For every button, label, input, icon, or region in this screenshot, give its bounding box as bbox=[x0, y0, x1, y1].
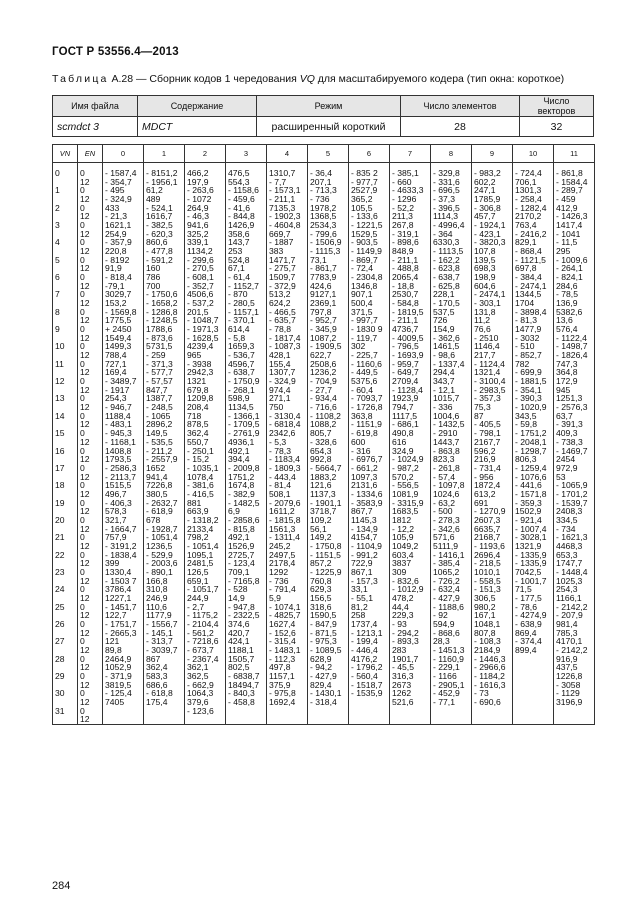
header-col-11: 11 bbox=[554, 145, 595, 163]
header-col-1: 1 bbox=[144, 145, 185, 163]
header-col-10: 10 bbox=[513, 145, 554, 163]
codebook-body-row bbox=[53, 169, 595, 725]
header-col-7: 7 bbox=[390, 145, 431, 163]
data-column-10: - 724,4 706,1 1301,3 - 258,4 - 1282,4 2170,2 763,4 - 2416,2 829,1 - 868,4 - 1121,5 697,8 - 384,4 - 2474,1 1344,5 1704 - 3898,4 - 81,3 1477,9 - 3032 - 510 - 852,7 782 - 699,9 - 1881,5 - 354,1 - 390,3 - 1020,9 343,5 - 59,8 - 1751,2 - 2048,1 - 1298,7 806,3 - 1259,4 - 1076,6 - 441,6 - 1571,8 - 359,3 1502,9 - 921,4 - 1007,4 - 3028,1 1321,9 - 1335,9 - 1335,9 7042,5 - 1001,7 71,5 - 177,5 - 78,6 - 4274,9 - 638,9 869,4 - 374,4 899,4 bbox=[513, 169, 554, 725]
header-vn: VN bbox=[53, 145, 78, 163]
info-header-filename: Имя файла bbox=[53, 96, 138, 117]
page-number: 284 bbox=[52, 880, 71, 892]
data-column-6: - 835 2 - 977,7 2527,9 365,2 105,5 - 133,6 - 1221,5 1529,5 - 903,5 - 1149,9 - 869,7 - 72,4 - 2304,8 1346,8 907,1 500,4 371,5 - 997,7 - 1830 9 - 119,7 302 - 225,7 - 1160,6 - 449,5 5375,6 - 60,4 - 7093,7 - 1726,8 363,8 - 1151,9 - 619,8 600 - 316 - 6976,7 - 661,2 1097,3 2131,6 - 1334,6 - 3583,9 867,7 1145,3 - 134,9 4154,7 - 1104,9 - 991,2 722,9 867,1 - 157,3 33,1 - 55,1 81,2 258 1737,4 - 1213,1 - 199,4 - 446,4 4176,2 - 1796,2 - 560,4 - 1518,7 - 1535,9 bbox=[349, 169, 390, 725]
data-column-4: 1310,7 - 7,7 - 1573,1 - 211,1 7135,3 - 1902,3 - 4604,8 669,7 - 1887 383 1471,7 - 275,7 1509,7 - 372,9 513,2 624,2 - 466,5 - 635,7 - 78,8 - 1817,4 - 1087,3 428,1 155,4 1307,7 - 324,9 974,4 271,1 750 - 3130,4 - 6818,4 2342,6 - 5,3 - 78,3 - 1183,4 - 1809,3 - 443,4 - 81,4 508,1 - 2079,6 1611,2 - 1815,8 1561,3 - 1311,4 245,2 2497,5 2178,4 1292 - 736 - 791,4 5,9 - 1074,1 - 4825,7 1627,4 - 152,6 - 315,4 - 1483,1 - 112,3 497,8 1157,1 375,9 - 975,8 1692,4 bbox=[267, 169, 308, 725]
info-elements: 28 bbox=[401, 117, 520, 137]
header-col-4: 4 bbox=[267, 145, 308, 163]
header-col-5: 5 bbox=[308, 145, 349, 163]
info-header-elements: Число элементов bbox=[401, 96, 520, 117]
caption-vq: VQ bbox=[299, 73, 315, 85]
data-column-5: - 36,4 207,1 - 713,3 - 736 1978,2 1368,5 2534,3 - 799,6 - 1506,9 - 1115,3 73,1 - 861,7 7783,9 424,6 9127,1 2369,1 797,8 - 952,7 - 345,9 1087,2 - 1909,5 622,7 2508,6 1236,2 - 704,9 - 27,7 - 934,4 - 716,6 - 1108,2 1088,2 805,7 - 328,6 654,3 992,8 - 5664,7 1883,2 121,6 1137,3 - 1901,1 3718,7 109,2 56,1 149,2 - 1750,8 - 1151,5 857,2 - 1225,9 760,8 629,3 156,5 318,6 1590,5 - 847,9 - 871,5 - 975,3 - 1089,5 628,9 - 94,2 - 427,9 829,4 - 1430,1 - 318,4 bbox=[308, 169, 349, 725]
header-col-6: 6 bbox=[349, 145, 390, 163]
data-column-2: 466,2 197,9 - 263,6 - 1072 264,9 - 46,3 941,6 325,2 339,1 1134,2 - 299,6 - 270,5 - 608,1 - 352,7 4506,6 - 537,2 201,5 - 1048,7 - 1971,3 - 1628,5 4239,4 965 - 3938 2942,3 1321 679,8 1209,8 208,4 718 878,5 362,4 550,7 - 250,1 - 15,2 - 1035,1 1078,4 - 381,6 - 416,5 881 663,9 - 1318,2 2133,4 798,2 - 1051,4 1095,1 2481,5 126,5 659,1 - 1051,7 244,9 - 2,7 - 1175,2 - 2104,4 - 561,2 - 7218,6 - 673,7 - 2367,4 362,1 362,5 - 662,9 1064,3 379,6 - 123,6 bbox=[185, 169, 226, 725]
caption-text: А.28 — Сборник кодов 1 чередования bbox=[108, 73, 300, 85]
header-col-8: 8 bbox=[431, 145, 472, 163]
data-column-3: 476,5 554,3 - 1158,6 - 459,6 - 41,6 - 844,8 1426,9 358,6 143,7 253 524,8 67,1 - 61,4 - 1152,7 - 870 - 280,5 - 1157,1 - 370,1 614,4 - 5,8 1659,3 - 536,7 4596,7 - 638,7 - 1750,9 - 268,1 598,9 1134,5 - 1366,1 - 1709,5 - 2761,9 4936,1 492,1 394,4 - 2009,8 1751,2 1674,8 - 382,9 - 1482,5 6,9 - 2858,6 - 815,8 492,1 1526,9 2725,7 - 123,4 709,1 - 7165,8 - 528 14,9 - 947,8 - 2322,5 374,6 420,7 424,1 1188,1 1505,7 802,5 - 6838,7 18494,7 - 840,3 - 458,8 bbox=[226, 169, 267, 725]
data-column-8: - 329,8 - 331,6 - 696,5 - 37,3 - 396,5 1114,3 - 4996,4 - 364 6330,3 - 1113,5 - 162,2 - 623,8 - 638,7 - 625,8 228,1 - 170,5 537,5 726 154,9 - 362,6 1461,5 - 98,6 - 1337,4 294,4 343,7 - 12,1 1015,7 - 336 1004,6 - 1432,5 - 2910 1443,7 - 863,8 823,3 - 261,8 - 57,4 - 1097,8 1024,6 - 63,2 - 500 - 278,3 - 342,6 571,6 5111,9 - 1416,1 - 385,4 1065,2 - 726,2 - 632,4 - 427,9 - 1188,6 - 92 594,9 - 868,6 28,3 - 1451,3 - 1160,9 - 229,1 - 1166 - 2905,1 - 452,9 - 77,1 bbox=[431, 169, 472, 725]
caption-prefix: Таблица bbox=[52, 73, 109, 85]
header-col-2: 2 bbox=[185, 145, 226, 163]
header-col-3: 3 bbox=[226, 145, 267, 163]
info-filename: scmdct 3 bbox=[53, 117, 138, 137]
info-header-vectors: Число векторов bbox=[520, 96, 594, 117]
codebook-header-row bbox=[53, 145, 595, 163]
table-caption bbox=[52, 73, 564, 85]
data-column-11: - 861,8 - 1584,4 - 289,7 - 459 412,9 - 1426,3 1417,4 - 1041 - 11,5 295 - 1009,6 - 264,1 - 824,1 284,6 - 78,5 136,9 5382,6 13,6 576,4 - 1122,4 - 1498,7 - 1826,4 747,3 364,8 172,9 945 1251,3 - 2576,3 63,7 - 391,3 409,3 - 738,3 - 1469,7 2454 972,9 53 - 1065,9 - 1701,2 - 1539,7 2408,3 334,5 - 734 - 1621,3 4468,3 653,3 1747,7 - 1448,4 1025,3 254,3 1166,1 - 2142,2 - 207,9 981,4 785,3 4170,1 - 2142,2 916,9 437,5 1226,8 - 3058 - 1129 3196,9 bbox=[554, 169, 595, 725]
document-header: ГОСТ Р 53556.4—2013 bbox=[52, 46, 179, 58]
info-vectors: 32 bbox=[520, 117, 594, 137]
data-column-1: - 8151,2 - 1956,1 61,2 489 - 524,1 1616,7 - 382,5 - 620,3 860,6 - 477,8 - 591,2 160 786 700 - 1750,6 - 1658,2 - 1286,8 - 1248,5 1788,6 - 873,6 5731,5 - 259 - 371,3 - 577,7 - 57,57 847,7 1387,7 - 248,5 - 1065 2896,2 149,5 - 535,5 - 211,2 - 2557,9 1652 941,4 7226,8 380,5 - 2632,7 - 618,9 678 - 1928,7 - 1051,4 1236,5 - 529,9 - 2003,6 - 890,1 166,8 310,8 246,9 110,6 1177,9 - 1556,7 - 145,1 - 313,7 - 3039,7 867 362,4 583,3 686,6 - 618,8 175,4 bbox=[144, 169, 185, 725]
caption-suffix: для масштабируемого кодера (тип окна: короткое) bbox=[314, 73, 565, 85]
header-col-0: 0 bbox=[103, 145, 144, 163]
info-content: MDCT bbox=[138, 117, 257, 137]
data-column-7: - 385,1 - 660 - 4633,3 - 1296 - 52,2 211,3 267,8 - 319,1 - 898,6 848,9 - 211,1 - 488,8 2065,4 - 18,8 2530,7 - 584,8 - 1819,5 - 211,1 4736,7 - 4009,5 - 796,5 - 1693,9 - 959,7 - 649,7 2709,4 - 1128,4 1923,9 794,7 1117,5 - 686,1 490,8 616 324,9 - 1024,9 - 987,2 570,2 - 556,5 1081,9 - 3315,9 1683,5 1812 - 12,2 105,9 1049,2 603,4 3837 309 - 832,6 - 1012,9 478,2 44,4 229,3 - 93 - 294,2 - 893,3 283 1901,7 - 45,5 316,3 2673 1262 521,6 bbox=[390, 169, 431, 725]
codebook-table bbox=[52, 144, 595, 725]
data-column-9: - 983,2 602,2 247,1 1785,9 - 306,8 457,7 - 1924,1 - 423,1 - 3820,3 107,8 139,5 698,3 198,9 604,6 - 2474,1 - 303,1 131,8 11,2 76,6 - 2510 1146,4 217,7 - 1124,4 1321,4 - 3100,4 - 2983,5 - 357,3 75,3 87 - 405,5 - 798,1 2167,7 596,2 216,9 - 731,4 - 956 1872,4 613,2 691 - 1270,9 2607,3 6635,7 2168,7 - 1193,6 2696,4 - 218,5 1010,1 - 558,5 - 151,3 306,5 980,2 167,1 1048,1 807,8 - 108,3 2184,9 - 1446,3 - 2966,6 - 1184,2 - 1616,3 - 73 - 690,6 bbox=[472, 169, 513, 725]
en-column: 0 12 0 12 0 12 0 12 0 12 0 12 0 12 0 12 0 12 0 12 0 12 0 12 0 12 0 12 0 12 0 12 0 12 0 12 0 12 0 12 0 12 0 12 0 12 0 12 0 12 0 12 0 12 0 12 0 12 0 12 0 12 0 12 bbox=[78, 169, 103, 725]
vn-column: 0 1 2 3 4 5 6 7 8 9 10 11 12 13 14 15 16 17 18 19 20 21 22 23 24 25 26 27 28 29 30 31 bbox=[53, 169, 78, 725]
info-header-mode: Режим bbox=[257, 96, 401, 117]
data-column-0: - 1587,4 - 354,7 - 495 - 324,9 433 - 21,3 1621,1 254,9 - 357,9 220,8 - 8192 91,9 - 818,4 -79,1 3029,7 153,2 - 1569,8 1775,5 + 2450 1549,4 1499,3 788,4 727,1 169,4 - 3489,7 - 1917 254,3 - 946,7 1188,4 - 483,1 - 945,3 - 1168,1 1408,8 1793,5 - 2586,3 - 2113,7 1515,5 496,7 - 406,3 578,3 321,7 - 1664,7 757,9 - 3191,2 - 1838,4 399 1330,4 - 1503 7 3786,4 1227,1 - 1451,7 122,7 - 1751,7 - 2665,3 121 89,8 2464,9 1052,9 - 371,9 3819,5 - 125,4 7405 bbox=[103, 169, 144, 725]
header-en: EN bbox=[78, 145, 103, 163]
info-header-content: Содержание bbox=[138, 96, 257, 117]
header-col-9: 9 bbox=[472, 145, 513, 163]
info-table bbox=[52, 95, 594, 137]
info-value-row bbox=[53, 117, 594, 137]
info-header-row bbox=[53, 96, 594, 117]
info-mode: расширенный короткий bbox=[257, 117, 401, 137]
